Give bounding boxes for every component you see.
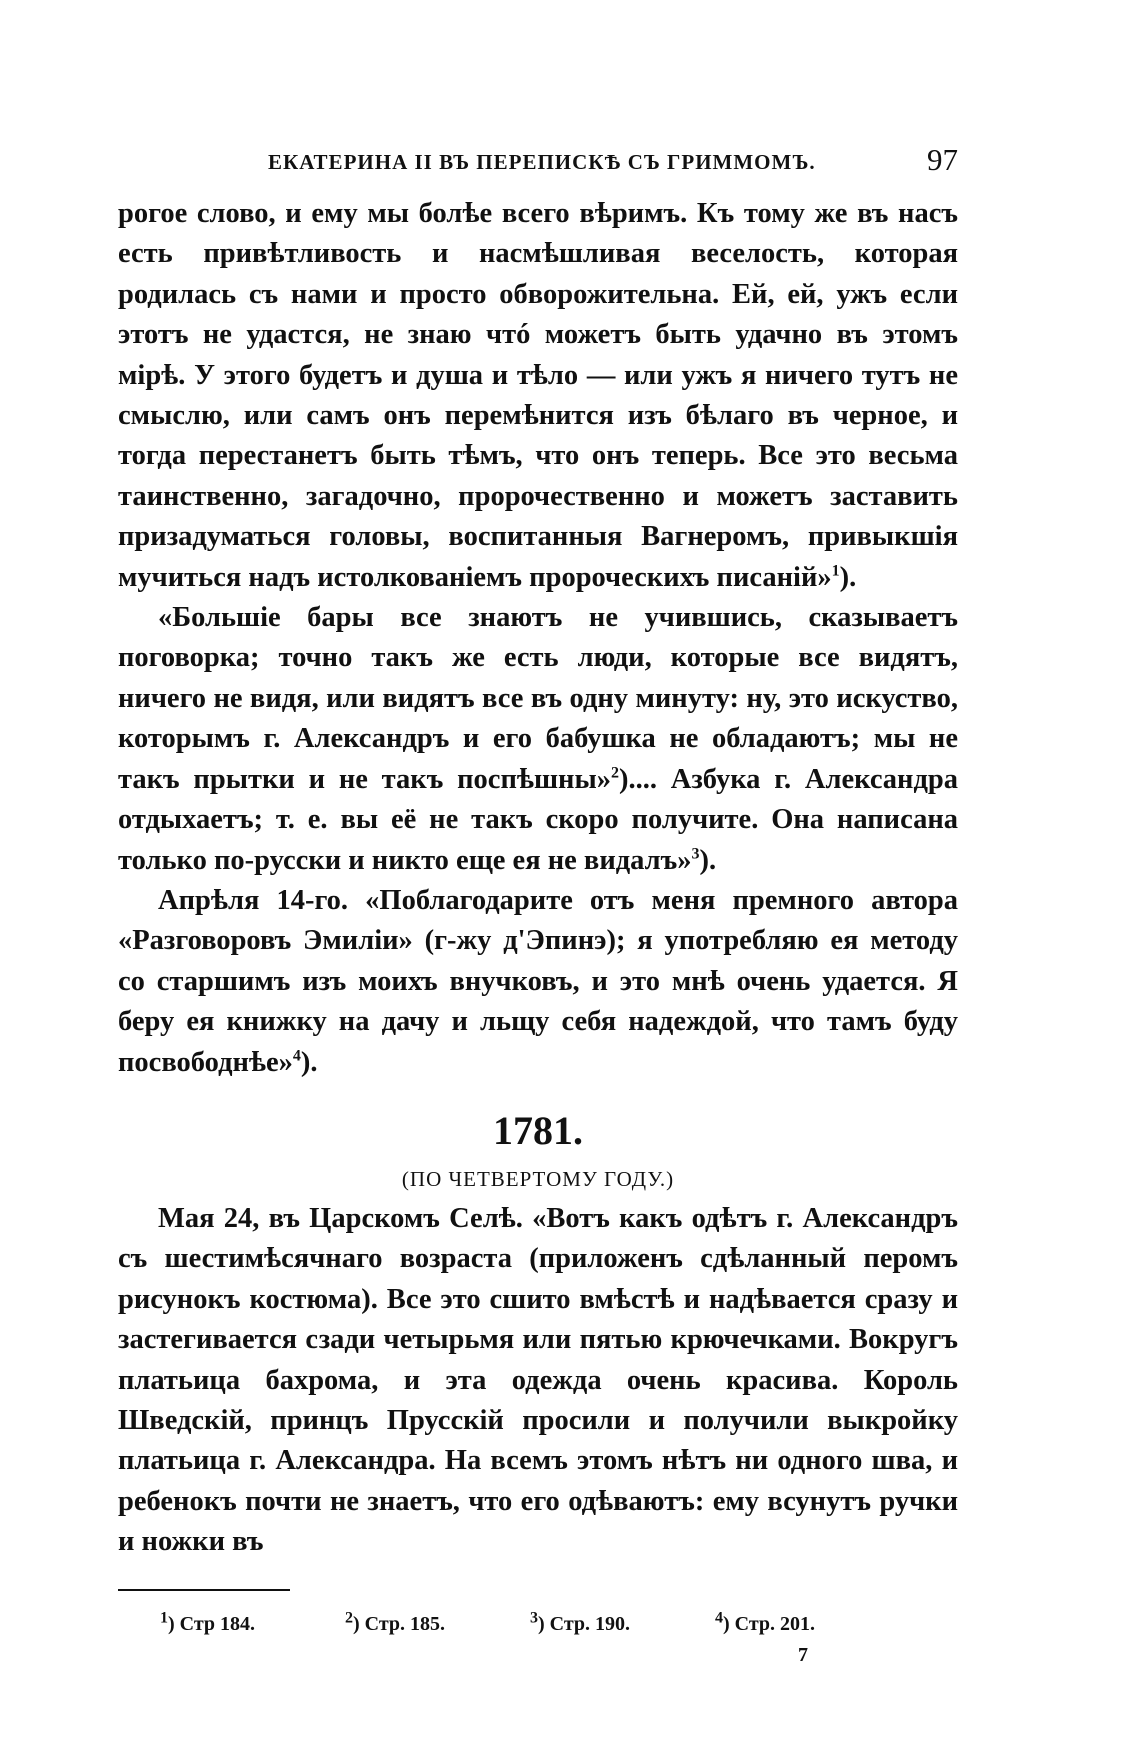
footnote-1 bbox=[160, 1608, 345, 1636]
footnote-3-text: ) Стр. 190. bbox=[538, 1612, 631, 1635]
footnote-2-num: 2 bbox=[345, 1608, 353, 1626]
section-year: 1781. bbox=[493, 1107, 583, 1153]
paragraph-1-tail: ). bbox=[839, 561, 857, 593]
body-text bbox=[118, 194, 958, 1083]
paragraph-2-text: «Большіе бары все знаютъ не учившись, сказываетъ поговорка; точно такъ же есть люди, которые все видятъ, ничего не видя, или видятъ все въ одну минуту: ну, это искуство, которымъ г. Александръ и его бабушка не обладаютъ; мы не такъ прытки и не такъ поспѣшны» bbox=[118, 602, 958, 795]
paragraph-1 bbox=[118, 194, 958, 598]
signature-mark: 7 bbox=[798, 1643, 808, 1666]
paragraph-2-tail2: ). bbox=[699, 844, 717, 876]
section-text bbox=[118, 1199, 958, 1563]
footnote-ref-2: 2 bbox=[610, 764, 619, 782]
paragraph-2 bbox=[118, 598, 958, 881]
footnote-4-num: 4 bbox=[715, 1608, 723, 1626]
paragraph-3-text: Апрѣля 14-го. «Поблагодарите отъ меня премного автора «Разговоровъ Эмиліи» (г-жу д'Эпинэ); я употребляю ея методу со старшимъ изъ моихъ внучковъ, и это мнѣ очень удается. Я беру ея книжку на дачу и льщу себя надеждой, что тамъ буду посвободнѣе» bbox=[118, 884, 958, 1078]
footnote-ref-1: 1 bbox=[831, 562, 840, 580]
footnotes bbox=[160, 1608, 958, 1636]
section-subheading: (ПО ЧЕТВЕРТОМУ ГОДУ.) bbox=[401, 1166, 675, 1191]
footnote-2 bbox=[345, 1608, 530, 1636]
footnote-3 bbox=[530, 1608, 715, 1636]
footnote-4 bbox=[715, 1608, 900, 1636]
footnote-1-num: 1 bbox=[160, 1608, 168, 1626]
book-page bbox=[118, 128, 958, 1667]
footnote-4-text: ) Стр. 201. bbox=[723, 1612, 816, 1635]
paragraph-3 bbox=[118, 881, 958, 1083]
footnote-2-text: ) Стр. 185. bbox=[353, 1612, 446, 1635]
page-number: 97 bbox=[927, 142, 958, 177]
footnote-ref-3: 3 bbox=[691, 845, 700, 862]
page-header bbox=[118, 128, 958, 178]
section-paragraph: Мая 24, въ Царскомъ Селѣ. «Вотъ какъ одѣтъ г. Александръ съ шестимѣсячнаго возраста (приложенъ сдѣланный перомъ рисунокъ костюма). Все это сшито вмѣстѣ и надѣвается сразу и застегивается сзади четырьмя или пятью крючечками. Вокругъ платьица бахрома, и эта одежда очень красива. Король Шведскій, принцъ Прусскій просили и получили выкройку платьица г. Александра. На всемъ этомъ нѣтъ ни одного шва, и ребенокъ почти не знаетъ, что его одѣваютъ: ему всунутъ ручки и ножки въ bbox=[118, 1202, 958, 1558]
paragraph-2-tail: ).... Азбука г. Александра отдыхаетъ; т. е. вы её не такъ скоро получите. Она написана только по-русски и никто еще ея не видалъ» bbox=[118, 763, 958, 876]
paragraph-3-tail: ). bbox=[300, 1046, 318, 1078]
running-title: ЕКАТЕРИНА II ВЪ ПЕРЕПИСКѢ СЪ ГРИММОМЪ. bbox=[268, 150, 816, 174]
footnote-3-num: 3 bbox=[530, 1608, 538, 1626]
paragraph-1-text: рогое слово, и ему мы болѣе всего вѣримъ. Къ тому же въ насъ есть привѣтливость и насмѣшливая веселость, которая родилась съ нами и просто обворожительна. Ей, ей, ужъ если этотъ не удастся, не знаю чтó можетъ быть удачно въ этомъ мірѣ. У этого будетъ и душа и тѣло — или ужъ я ничего тутъ не смыслю, или самъ онъ перемѣнится изъ бѣлаго въ черное, и тогда перестанетъ быть тѣмъ, что онъ теперь. Все это весьма таинственно, загадочно, пророчественно и можетъ заставить призадуматься головы, воспитанныя Вагнеромъ, привыкшія мучиться надъ истолкованіемъ пророческихъ писаній» bbox=[118, 198, 958, 593]
footnote-1-text: ) Стр 184. bbox=[168, 1612, 256, 1635]
footnote-rule bbox=[118, 1589, 290, 1591]
footnote-ref-4: 4 bbox=[292, 1047, 301, 1065]
